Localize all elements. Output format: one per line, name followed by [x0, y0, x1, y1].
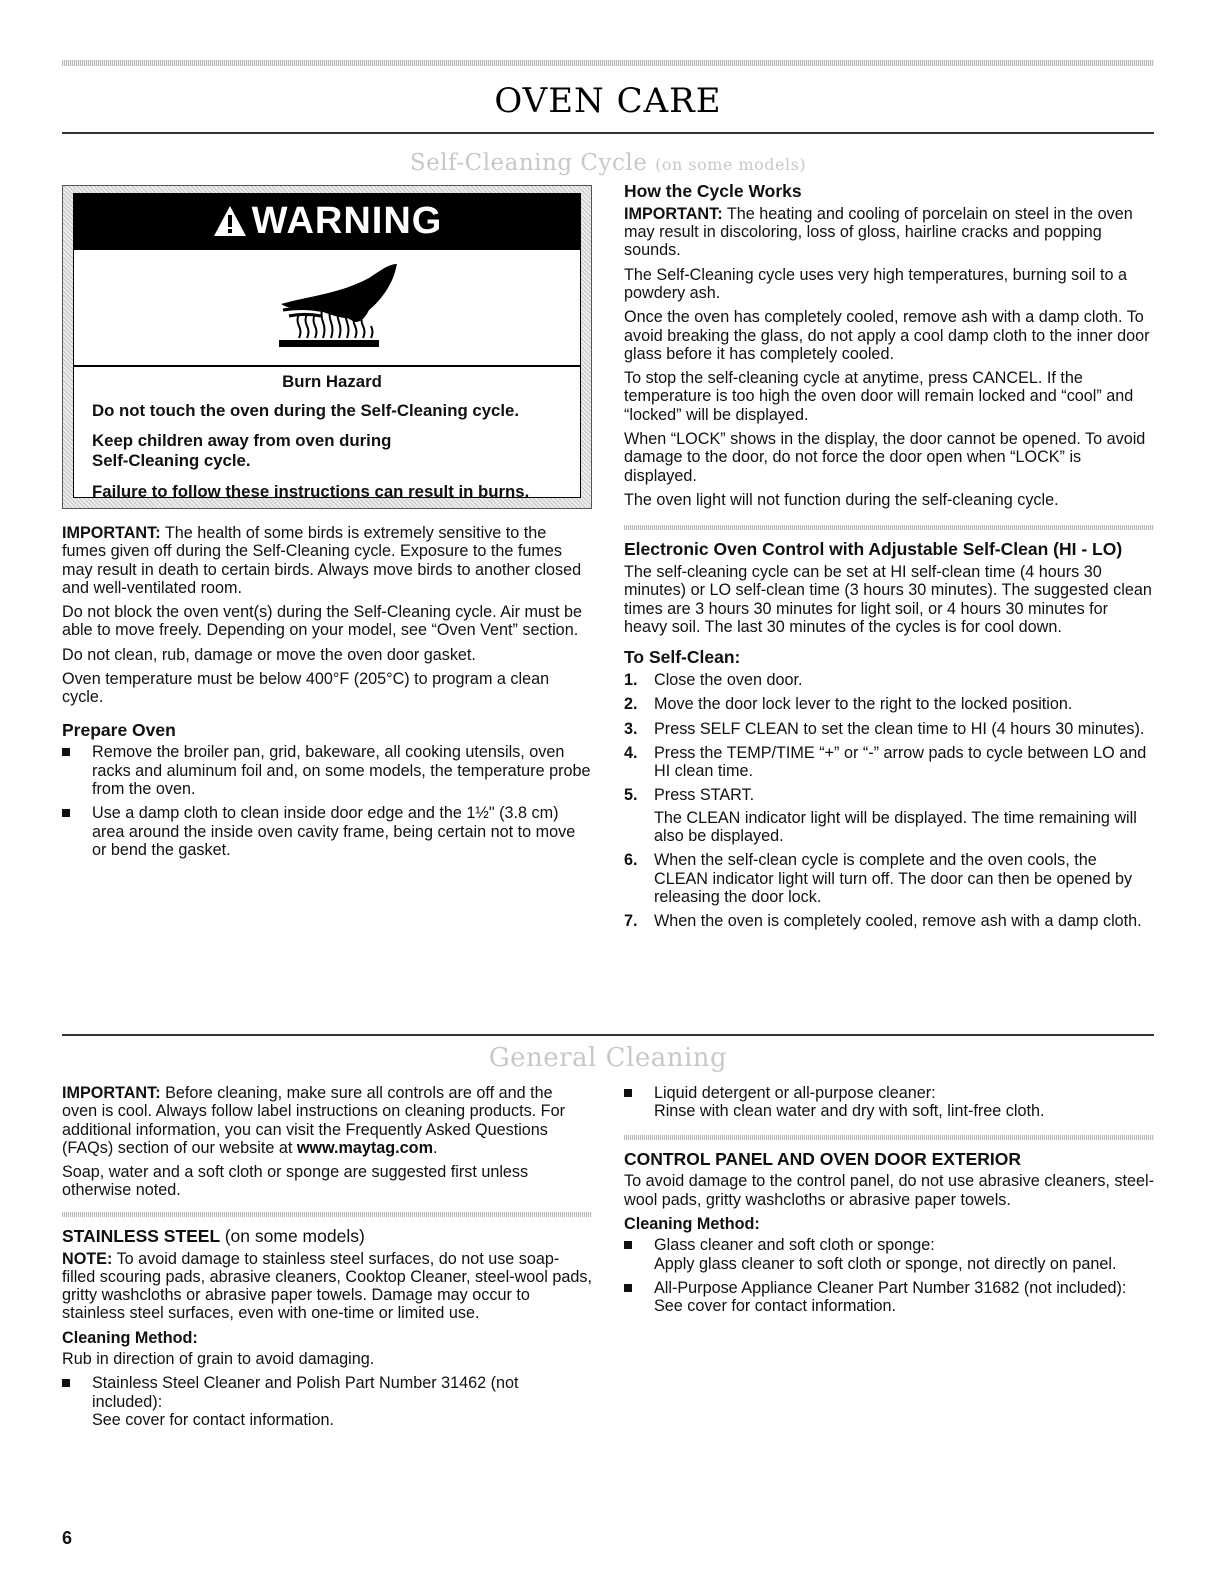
- top-decorative-bar: [62, 60, 1154, 66]
- general-cleaning-heading: General Cleaning: [488, 1043, 728, 1073]
- appliance-cleaner-item: [624, 1279, 1154, 1316]
- glass-cleaner-b: Apply glass cleaner to soft cloth or sponge, not directly on panel.: [654, 1254, 1117, 1273]
- warning-line-2b: Self-Cleaning cycle.: [92, 451, 251, 471]
- step-text: When the oven is completely cooled, remove ash with a damp cloth.: [654, 912, 1142, 931]
- oven-light-paragraph: The oven light will not function during the self-cleaning cycle.: [624, 490, 1059, 509]
- glass-cleaner-item: [624, 1236, 1154, 1273]
- section-rule: [62, 1034, 1154, 1036]
- general-important-text: Before cleaning, make sure all controls are off and the oven is cool. Always follow label instructions on cleaning products. For additional information, you can visit the Frequently Asked Questions (FAQs) section of our website at: [62, 1084, 565, 1157]
- control-panel-heading: CONTROL PANEL AND OVEN DOOR EXTERIOR: [624, 1148, 1022, 1169]
- warning-line-2a: Keep children away from oven during: [92, 431, 392, 451]
- important-label: IMPORTANT:: [624, 204, 723, 223]
- porcelain-important: [624, 205, 1154, 260]
- appliance-cleaner-b: See cover for contact information.: [654, 1297, 897, 1316]
- step-number: 4.: [624, 743, 638, 762]
- soap-paragraph: Soap, water and a soft cloth or sponge are suggested first unless otherwise noted.: [62, 1163, 529, 1200]
- stainless-heading-note: (on some models): [224, 1225, 365, 1246]
- step-5-note: The CLEAN indicator light will be displayed. The time remaining will also be displayed.: [654, 808, 1137, 846]
- important-label: IMPORTANT:: [62, 1084, 161, 1102]
- stainless-method-text: Rub in direction of grain to avoid damaging.: [62, 1350, 375, 1369]
- step-text: Press SELF CLEAN to set the clean time to HI (4 hours 30 minutes).: [654, 719, 1145, 738]
- stainless-item-1-a: Stainless Steel Cleaner and Polish Part Number 31462 (not included):: [92, 1374, 519, 1411]
- prepare-item-1: Remove the broiler pan, grid, bakeware, all cooking utensils, oven racks and aluminum foil and, on some models, the temperature probe from the oven.: [62, 743, 592, 798]
- prepare-item-2: Use a damp cloth to clean inside door edge and the 1½" (3.8 cm) area around the inside oven cavity frame, being certain not to move or bend the gasket.: [62, 804, 592, 859]
- cancel-paragraph: To stop the self-cleaning cycle at anytime, press CANCEL. If the temperature is too high the oven door will remain locked and “cool” and “locked” will be displayed.: [624, 369, 1134, 424]
- stainless-note-text: To avoid damage to stainless steel surfaces, do not use soap-filled scouring pads, abrasive cleaners, Cooktop Cleaner, steel-wool pads, gritty washcloths or abrasive paper towels. Damage may occur to stainless steel surfaces, even with one-time or limited use.: [62, 1249, 592, 1323]
- glass-cleaner-a: Glass cleaner and soft cloth or sponge:: [654, 1236, 935, 1255]
- step-7: [624, 912, 1154, 930]
- warning-box: [62, 185, 592, 509]
- step-number: 3.: [624, 719, 638, 738]
- step-3: [624, 720, 1154, 738]
- burn-hazard-hand-icon: [269, 260, 409, 350]
- liquid-detergent-item: [624, 1084, 1154, 1121]
- electronic-control-heading: Electronic Oven Control with Adjustable Self-Clean (HI - LO): [624, 539, 1123, 560]
- step-number: 1.: [624, 670, 638, 689]
- website-link[interactable]: www.maytag.com: [296, 1138, 433, 1157]
- step-4: [624, 744, 1154, 781]
- control-panel-text: To avoid damage to the control panel, do not use abrasive cleaners, steel-wool pads, gritty washcloths or abrasive paper towels.: [624, 1172, 1155, 1209]
- high-temp-paragraph: The Self-Cleaning cycle uses very high temperatures, burning soil to a powdery ash.: [624, 265, 1127, 302]
- self-cleaning-heading-text: Self-Cleaning Cycle: [409, 150, 648, 176]
- title-rule: [62, 132, 1154, 134]
- self-cleaning-heading-note: (on some models): [655, 155, 807, 174]
- page-number: 6: [62, 1528, 73, 1548]
- step-6: [624, 851, 1154, 906]
- step-text: Close the oven door.: [654, 670, 803, 689]
- control-method-label: Cleaning Method:: [624, 1214, 760, 1233]
- liquid-detergent-b: Rinse with clean water and dry with soft, lint-free cloth.: [654, 1102, 1045, 1121]
- prepare-oven-heading: Prepare Oven: [62, 719, 176, 740]
- stainless-steel-heading: [62, 1227, 592, 1247]
- general-cleaning-right-column: [624, 1084, 1154, 1321]
- step-2: [624, 695, 1154, 713]
- divider-stripe: [624, 525, 1154, 530]
- step-5: [624, 786, 1154, 804]
- stainless-item-1-b: See cover for contact information.: [92, 1410, 335, 1429]
- general-important: IMPORTANT: Before cleaning, make sure all controls are off and the oven is cool. Always follow label instructions on cleaning products. For additional information, you can visit the Frequently Asked Questions (FAQs) section of our website at www.maytag.com.: [62, 1084, 565, 1157]
- divider-stripe: [624, 1135, 1154, 1140]
- to-self-clean-heading: To Self-Clean:: [624, 647, 741, 668]
- vent-paragraph: Do not block the oven vent(s) during the Self-Cleaning cycle. Air must be able to move freely. Depending on your model, see “Oven Vent” section.: [62, 603, 583, 640]
- step-text: When the self-clean cycle is complete and the oven cools, the CLEAN indicator light will turn off. The door can then be opened by releasing the door lock.: [654, 851, 1133, 906]
- stainless-method-label: Cleaning Method:: [62, 1328, 198, 1347]
- warning-hazard: Burn Hazard: [282, 372, 382, 391]
- warning-divider: [74, 365, 580, 367]
- step-text: Press START.: [654, 786, 755, 805]
- step-1: [624, 671, 1154, 689]
- step-number: 7.: [624, 912, 638, 931]
- self-cleaning-right-column: [624, 180, 1154, 937]
- warning-line-1: Do not touch the oven during the Self-Cleaning cycle.: [92, 401, 520, 421]
- electronic-control-text: The self-cleaning cycle can be set at HI self-clean time (4 hours 30 minutes) or LO self-clean time (3 hours 30 minutes). The suggested clean times are 3 hours 30 minutes for light soil, or 4 hours 30 minutes for heavy soil. The last 30 minutes of the cycles is for cool down.: [624, 562, 1152, 636]
- liquid-detergent-a: Liquid detergent or all-purpose cleaner:: [654, 1084, 936, 1102]
- warning-label: WARNING: [251, 199, 443, 242]
- warning-triangle-icon: [212, 204, 248, 238]
- self-cleaning-heading: [62, 150, 1154, 176]
- warning-content: [73, 249, 581, 501]
- stainless-heading-text: STAINLESS STEEL: [62, 1225, 220, 1246]
- lock-paragraph: When “LOCK” shows in the display, the door cannot be opened. To avoid damage to the door, do not force the door open when “LOCK” is displayed.: [624, 430, 1146, 485]
- step-number: 5.: [624, 786, 638, 805]
- general-cleaning-left-column: [62, 1084, 592, 1435]
- divider-stripe: [62, 1212, 592, 1217]
- appliance-cleaner-a: All-Purpose Appliance Cleaner Part Number 31682 (not included):: [654, 1278, 1127, 1297]
- page-title: OVEN CARE: [494, 81, 722, 121]
- step-number: 6.: [624, 851, 638, 870]
- stainless-item-1: [62, 1374, 592, 1429]
- warning-header: [73, 193, 581, 249]
- step-number: 2.: [624, 695, 638, 714]
- warning-line-3: Failure to follow these instructions can result in burns.: [92, 481, 530, 501]
- warning-line-2: [92, 431, 572, 471]
- ash-paragraph: Once the oven has completely cooled, remove ash with a damp cloth. To avoid breaking the glass, do not apply a cool damp cloth to the inner door glass before it has completely cooled.: [624, 308, 1150, 363]
- warning-text: [92, 372, 572, 512]
- gasket-paragraph: Do not clean, rub, damage or move the oven door gasket.: [62, 645, 476, 664]
- self-cleaning-left-column: [62, 524, 592, 865]
- note-label: NOTE:: [62, 1249, 113, 1268]
- step-text: Move the door lock lever to the right to the locked position.: [654, 695, 1073, 714]
- temperature-paragraph: Oven temperature must be below 400°F (205°C) to program a clean cycle.: [62, 670, 550, 707]
- porcelain-important-text: The heating and cooling of porcelain on steel in the oven may result in discoloring, loss of gloss, hairline cracks and popping sounds.: [624, 204, 1133, 260]
- birds-important: [62, 524, 592, 597]
- birds-important-text: The health of some birds is extremely sensitive to the fumes given off during the Self-Cleaning cycle. Exposure to the fumes may result in death to certain birds. Always move birds to another closed and well-ventilated room.: [62, 524, 582, 597]
- how-cycle-works-heading: How the Cycle Works: [624, 181, 802, 201]
- step-text: Press the TEMP/TIME “+” or “-” arrow pads to cycle between LO and HI clean time.: [654, 743, 1147, 781]
- important-label: IMPORTANT:: [62, 524, 161, 542]
- stainless-note: [62, 1250, 592, 1323]
